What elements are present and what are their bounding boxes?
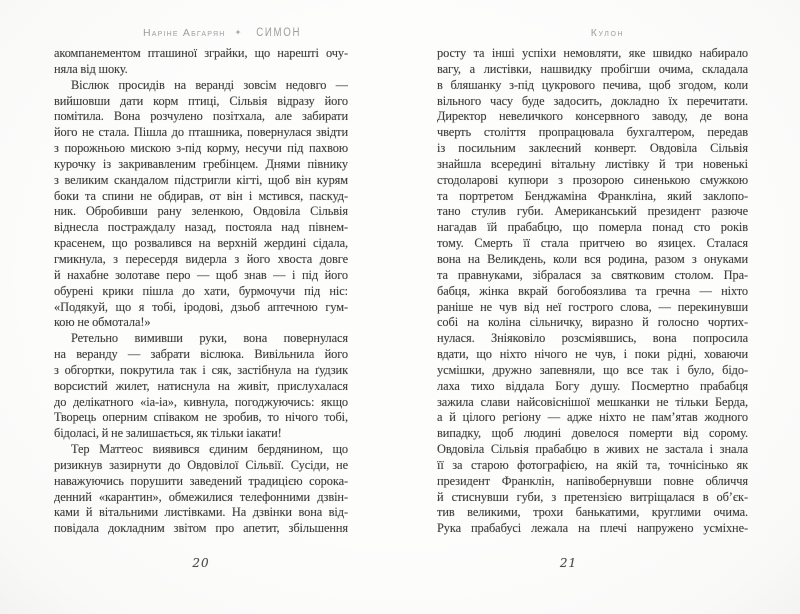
text-line: лаха тихо віддала Богу душу. Посмертно прабабця <box>437 378 748 393</box>
text-line: гмикнула, з пересердя видерла з його хвоста довге <box>54 251 348 266</box>
right-page <box>437 22 748 592</box>
text-line: вагу, а листівки, нашвидку пробігши очима, складала <box>437 61 748 76</box>
text-line: кою не обмотала!» <box>54 315 151 330</box>
page-number-left: 20 <box>192 556 210 570</box>
text-line: його не стала. Пішла до пташника, повернулася звідти <box>54 125 348 140</box>
text-line: красенем, що розвалився на верхній жердині сідала, <box>54 236 348 251</box>
text-line: та портретом Бенджаміна Франкліна, який заклопо- <box>437 188 748 203</box>
text-line: тано стулив губи. Американський президент разюче <box>437 204 748 219</box>
running-head-right <box>452 26 763 40</box>
text-line: а й цілого регіону — адже ніхто не пам’ятав жодного <box>437 410 748 425</box>
text-line: денний «карантин», обмежилися телефонними дзвін- <box>54 489 348 504</box>
text-line: бабця, жінка вкрай богобоязлива та гречна — ніхто <box>437 283 748 298</box>
text-line: чверть століття пропрацювала бухгалтером, передав <box>437 125 748 140</box>
text-line: й нахабне золотаве перо — щоб знав — і під його <box>54 267 348 282</box>
text-line: Віслюк просидів на веранді зовсім недовго — <box>71 77 348 92</box>
right-page-body <box>437 46 748 537</box>
text-line: курочку із закривавленим гребінцем. Днями півнику <box>54 156 348 171</box>
text-line: вдати, що ніхто нічого не чув, і поки рідні, ховаючи <box>437 347 748 362</box>
text-line: собі на коліна сільничку, виразно й голосно чортих- <box>437 315 748 330</box>
text-line: Рука прабабусі лежала на плечі напружено усміхне- <box>437 521 748 536</box>
text-line: повідала докладним звітом про апетит, збільшення <box>54 521 348 536</box>
text-line: усмішки, дружно запевняли, що все так і було, бідо- <box>437 362 748 377</box>
text-line: боки та спини не обдирав, от він і мстився, паскуд- <box>54 188 348 203</box>
text-line: вона на Великдень, коли вся родина, разом з онуками <box>437 251 748 266</box>
text-line: бідоласі, й не залишається, як тільки іакати! <box>54 426 282 441</box>
text-line: з великим скандалом підстригли кігті, щоб він курям <box>54 172 348 187</box>
text-line: «Подякуй, що я тобі, іродові, дзьоб аптечною гум- <box>54 299 348 314</box>
text-line: вільного часу буде задосить, докладно їх перечитати. <box>437 93 748 108</box>
text-line: няла від шоку. <box>54 61 128 76</box>
star-separator-icon: ✦ <box>234 28 243 37</box>
text-line: президент Франклін, напівобернувши повне обличчя <box>437 473 748 488</box>
text-line: росту та інші успіхи немовляти, яке швидко набирало <box>437 46 748 60</box>
text-line: акомпанементом пташиної зграйки, що нарешті очу- <box>54 46 348 60</box>
text-line: нагадав їй прабабцю, що померла понад сто років <box>437 220 748 235</box>
left-page-body <box>54 46 348 537</box>
text-line: із посильним заклеєний конверт. Овдовіла Сільвія <box>437 141 748 156</box>
text-line: Ретельно вимивши руки, вона повернулася <box>71 331 348 346</box>
text-line: Овдовіла Сільвія прабабцю в живих не застала і знала <box>437 442 748 457</box>
text-line: з обгортки, покрутила так і сяк, застібнула на ґудзик <box>54 362 348 377</box>
text-line: зажила слави найсовіснішої мешканки не тільки Берда, <box>437 394 748 409</box>
text-line: ризикнув зазирнути до Овдовілої Сільвії. Сусіди, не <box>54 457 348 472</box>
text-line: наважуючись порушити заведений традицією сорока- <box>54 473 348 488</box>
left-page <box>54 22 348 592</box>
text-line: в бляшанку з-під цукрового печива, щоб згодом, коли <box>437 77 748 92</box>
text-line: ник. Обробивши рану зеленкою, Овдовіла Сільвія <box>54 204 348 219</box>
text-line: Творець оперним співаком не зробив, то нічого тобі, <box>54 410 348 425</box>
text-line: тив великими, трохи банькатими, круглими очима. <box>437 505 748 520</box>
page-number-right: 21 <box>559 556 578 570</box>
text-line: ворсистий жилет, натиснула на живіт, прислухалася <box>54 378 348 393</box>
text-line: вийшовши дати корм птиці, Сільвія відразу його <box>54 93 348 108</box>
text-line: обурені крики пішла до хати, бурмочучи під ніс: <box>54 283 348 298</box>
text-line: й стиснувши губи, з претензією витріщалася в об’єк- <box>437 489 748 504</box>
text-line: віднесла постраждалу назад, постояла над півнем- <box>54 220 348 235</box>
text-line: з порожньою мискою з-під корму, несучи під пахвою <box>54 141 348 156</box>
text-line: та правнуками, зібралася за святковим столом. Пра- <box>437 267 748 282</box>
text-line: випадку, щоб людині довелося померти від сорому. <box>437 426 748 441</box>
text-line: на веранду — забрати віслюка. Вивільнила його <box>54 347 348 362</box>
text-line: до делікатного «іа-іа», кивнула, погоджуючись: якщо <box>54 394 348 409</box>
text-line: тому. Смерть її стала притчею во язицех. Сталася <box>437 236 748 251</box>
text-line: раніше не чув від неї гострого слова, — перекинувши <box>437 299 748 314</box>
text-line: Директор невеличкого консервного заводу, де вона <box>437 109 748 124</box>
text-line: помітила. Вона розчулено позітхала, але забирати <box>54 109 348 124</box>
text-line: ками й вітальними листівками. На дзвінки вона від- <box>54 505 348 520</box>
text-line: Тер Маттеос виявився єдиним бердянином, що <box>71 442 348 457</box>
text-line: знайшла всередині вітальну листівку й три новенькі <box>437 156 748 171</box>
book-title: СИМОН <box>255 27 301 39</box>
text-line: стодоларові купюри з прозорою синенькою смужкою <box>437 172 748 187</box>
chapter-title: Кулон <box>590 27 625 39</box>
text-line: нулася. Зніяковіло розсміявшись, вона попросила <box>437 331 748 346</box>
text-line: її за старою фотографією, на якій та, точнісінько як <box>437 457 748 472</box>
author-name: Наріне Абгарян <box>142 27 226 39</box>
running-head-left <box>77 26 371 40</box>
